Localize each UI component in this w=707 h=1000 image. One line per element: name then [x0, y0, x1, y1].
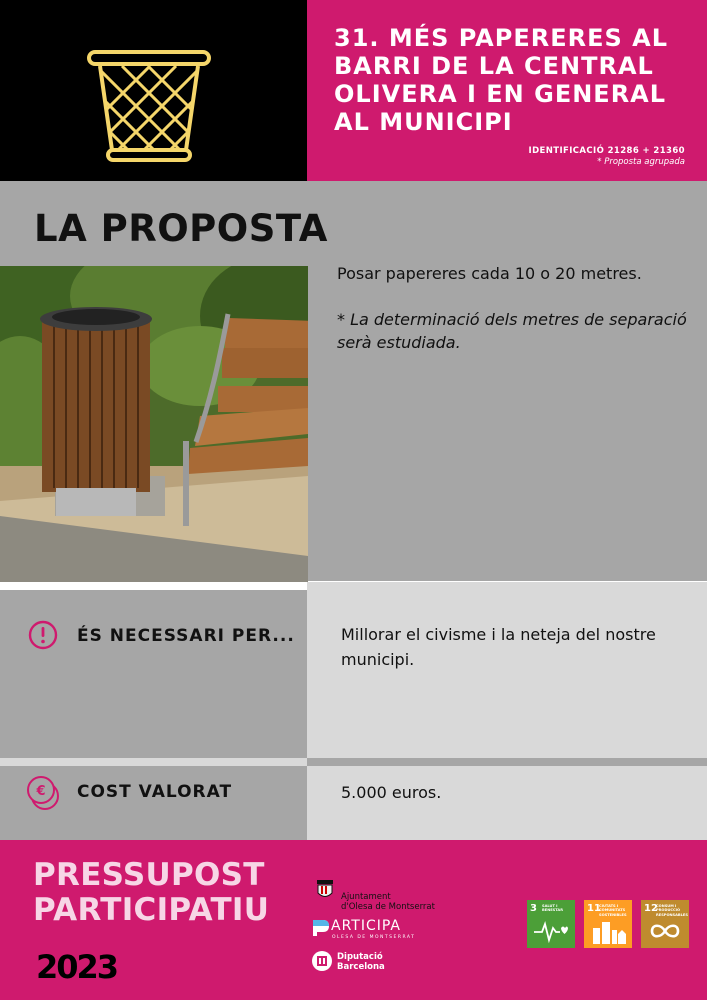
- diputacio-line2: Barcelona: [337, 962, 385, 972]
- exclamation-circle-icon: [28, 620, 58, 650]
- infinity-icon: [647, 918, 683, 944]
- city-icon: [590, 918, 626, 944]
- proposal-note: * La determinació dels metres de separació serà estudiada.: [337, 310, 687, 352]
- necessity-label-panel: [0, 590, 307, 758]
- footer-title-line1: PRESSUPOST: [33, 857, 265, 893]
- footer-title-line2: PARTICIPATIU: [33, 892, 270, 928]
- participatory-budget-title: [33, 858, 269, 928]
- divider: [307, 758, 707, 766]
- necessity-label: ÉS NECESSARI PER...: [77, 626, 295, 646]
- wastebasket-icon: [0, 0, 307, 181]
- diputacio-line1: Diputació: [337, 952, 383, 962]
- heartbeat-icon: [533, 918, 569, 944]
- sdg-12-number: 12: [644, 903, 658, 914]
- necessity-text: Millorar el civisme i la neteja del nostre municipi.: [341, 625, 656, 669]
- svg-text:€: €: [36, 784, 46, 799]
- proposal-text: Posar papereres cada 10 o 20 metres.: [337, 264, 642, 283]
- proposal-description: [337, 262, 687, 354]
- proposal-heading: LA PROPOSTA: [34, 207, 328, 250]
- sdg-12-label: CONSUM I PRODUCCIÓ RESPONSABLES: [656, 904, 688, 917]
- grouped-proposal-note: * Proposta agrupada: [597, 157, 685, 167]
- cost-value-panel: [307, 766, 707, 840]
- sdg-3-badge: [527, 900, 575, 948]
- ajuntament-line2: d'Olesa de Montserrat: [341, 902, 435, 912]
- sdg-12-badge: [641, 900, 689, 948]
- euro-coins-icon: [24, 774, 64, 810]
- footer-year: 2023: [36, 948, 118, 986]
- header-title-panel: [307, 0, 707, 181]
- sdg-3-number: 3: [530, 903, 537, 914]
- sdg-3-label: SALUT I BENESTAR: [542, 904, 563, 913]
- participa-p-icon: [311, 918, 331, 936]
- proposal-title: 31. MÉS PAPERERES AL BARRI DE LA CENTRAL OLIVERA I EN GENERAL AL MUNICIPI: [334, 24, 668, 136]
- header-icon-panel: [0, 0, 307, 181]
- wooden-bin-and-bench-photo: [0, 266, 308, 582]
- sdg-11-label: CIUTATS I COMUNITATS SOSTENIBLES: [599, 904, 627, 917]
- sdg-11-number: 11: [587, 903, 601, 914]
- identification-code: IDENTIFICACIÓ 21286 + 21360: [528, 146, 685, 156]
- divider: [0, 758, 307, 766]
- coat-of-arms-icon: [313, 878, 337, 902]
- diputacio-emblem-icon: [311, 950, 333, 972]
- cost-label: COST VALORAT: [77, 782, 233, 802]
- participa-subtitle: OLESA DE MONTSERRAT: [332, 935, 416, 940]
- cost-value: 5.000 euros.: [341, 783, 442, 802]
- participa-wordmark: ARTICIPA: [331, 918, 401, 934]
- ajuntament-line1: Ajuntament: [341, 892, 391, 902]
- sdg-11-badge: [584, 900, 632, 948]
